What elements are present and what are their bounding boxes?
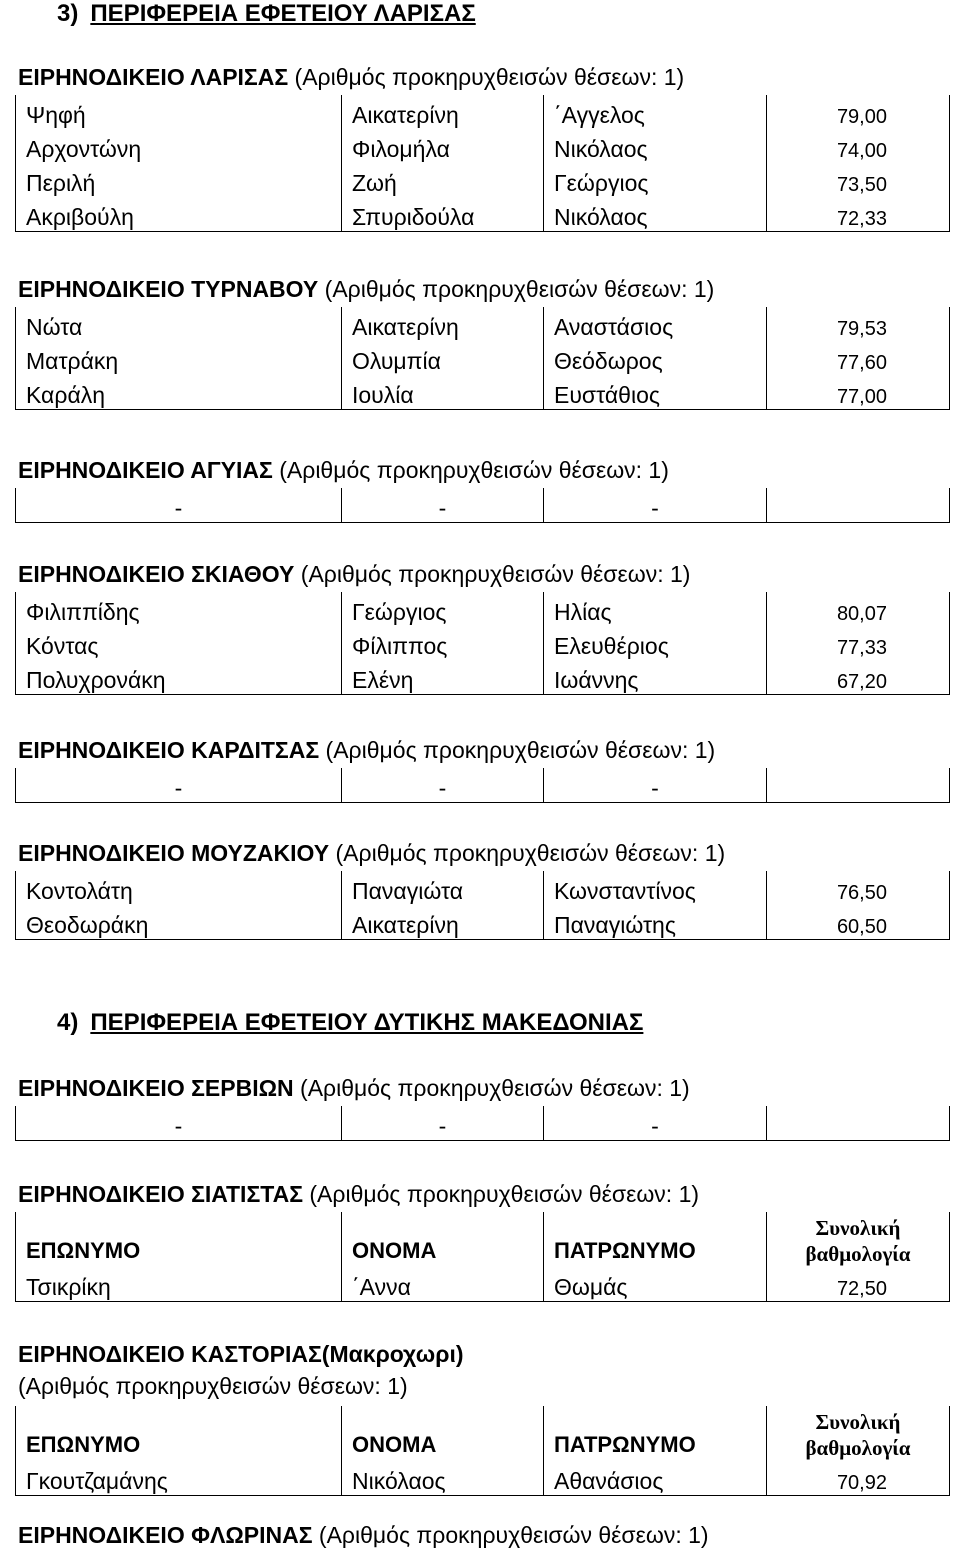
header-total-line2: βαθμολογία	[805, 1436, 911, 1460]
first-name-cell: ΄Αννα	[342, 1267, 544, 1302]
table-row	[16, 660, 950, 695]
surname-cell: Καράλη	[16, 375, 342, 410]
region-number: 4)	[57, 1009, 79, 1036]
score-cell: 72,50	[767, 1267, 950, 1302]
table-row	[16, 163, 950, 197]
court-heading	[15, 1521, 949, 1549]
first-name-cell: Ζωή	[342, 163, 544, 197]
table-row	[16, 592, 950, 626]
court-section	[15, 63, 949, 232]
court-positions: (Αριθμός προκηρυχθεισών θέσεων: 1)	[335, 840, 726, 866]
surname-cell: Νώτα	[16, 307, 342, 341]
court-positions: (Αριθμός προκηρυχθεισών θέσεων: 1)	[294, 64, 685, 90]
score-cell	[767, 488, 950, 523]
first-name-cell: -	[342, 488, 544, 523]
father-name-cell: -	[544, 488, 767, 523]
table-row	[16, 375, 950, 410]
first-name-cell: Φίλιππος	[342, 626, 544, 660]
header-cell: ΟΝΟΜΑ	[342, 1212, 544, 1267]
father-name-cell: Αναστάσιος	[544, 307, 767, 341]
surname-cell: -	[16, 768, 342, 803]
father-name-cell: -	[544, 1106, 767, 1141]
court-heading	[15, 1338, 949, 1402]
candidates-table	[15, 871, 950, 940]
table-row	[16, 768, 950, 803]
table-row	[16, 1267, 950, 1302]
first-name-cell: Γεώργιος	[342, 592, 544, 626]
surname-cell: Ακριβούλη	[16, 197, 342, 232]
table-row	[16, 1461, 950, 1496]
score-cell: 77,33	[767, 626, 950, 660]
father-name-cell: ΄Αγγελος	[544, 95, 767, 129]
first-name-cell: Ιουλία	[342, 375, 544, 410]
surname-cell: Κόντας	[16, 626, 342, 660]
first-name-cell: -	[342, 768, 544, 803]
first-name-cell: -	[342, 1106, 544, 1141]
court-name: ΕΙΡΗΝΟΔΙΚΕΙΟ ΚΑΣΤΟΡΙΑΣ(Μακροχωρι)	[18, 1341, 464, 1367]
court-heading	[15, 839, 949, 867]
court-section	[15, 456, 949, 523]
header-cell-total-score	[767, 1212, 950, 1267]
score-cell: 76,50	[767, 871, 950, 905]
candidates-table	[15, 488, 950, 523]
score-cell: 70,92	[767, 1461, 950, 1496]
candidates-table	[15, 1406, 950, 1496]
table-row	[16, 129, 950, 163]
court-positions: (Αριθμός προκηρυχθεισών θέσεων: 1)	[279, 457, 669, 483]
region-heading-dytiki-makedonia	[57, 1009, 643, 1037]
first-name-cell: Αικατερίνη	[342, 307, 544, 341]
score-cell: 79,53	[767, 307, 950, 341]
court-section	[15, 839, 949, 940]
court-positions: (Αριθμός προκηρυχθεισών θέσεων: 1)	[300, 1075, 690, 1101]
table-row	[16, 488, 950, 523]
candidates-table	[15, 307, 950, 410]
court-name: ΕΙΡΗΝΟΔΙΚΕΙΟ ΚΑΡΔΙΤΣΑΣ	[18, 737, 320, 763]
header-cell: ΟΝΟΜΑ	[342, 1406, 544, 1461]
father-name-cell: Ελευθέριος	[544, 626, 767, 660]
father-name-cell: Θεόδωρος	[544, 341, 767, 375]
first-name-cell: Νικόλαος	[342, 1461, 544, 1496]
header-cell-total-score	[767, 1406, 950, 1461]
father-name-cell: Αθανάσιος	[544, 1461, 767, 1496]
surname-cell: Αρχοντώνη	[16, 129, 342, 163]
table-row	[16, 1106, 950, 1141]
father-name-cell: Νικόλαος	[544, 197, 767, 232]
header-total-line2: βαθμολογία	[805, 1242, 911, 1266]
table-row	[16, 626, 950, 660]
court-section	[15, 560, 949, 695]
father-name-cell: Ιωάννης	[544, 660, 767, 695]
header-cell: ΕΠΩΝΥΜΟ	[16, 1212, 342, 1267]
court-heading	[15, 560, 949, 588]
table-row	[16, 95, 950, 129]
candidates-table	[15, 95, 950, 232]
region-title: ΠΕΡΙΦΕΡΕΙΑ ΕΦΕΤΕΙΟΥ ΔΥΤΙΚΗΣ ΜΑΚΕΔΟΝΙΑΣ	[90, 1009, 644, 1036]
court-heading	[15, 736, 949, 764]
score-cell: 77,60	[767, 341, 950, 375]
father-name-cell: Θωμάς	[544, 1267, 767, 1302]
header-cell: ΠΑΤΡΩΝΥΜΟ	[544, 1212, 767, 1267]
score-cell	[767, 1106, 950, 1141]
court-section	[15, 736, 949, 803]
surname-cell: Ματράκη	[16, 341, 342, 375]
court-name: ΕΙΡΗΝΟΔΙΚΕΙΟ ΣΙΑΤΙΣΤΑΣ	[18, 1181, 303, 1207]
score-cell	[767, 768, 950, 803]
court-heading	[15, 275, 949, 303]
table-row	[16, 905, 950, 940]
surname-cell: -	[16, 488, 342, 523]
score-cell: 77,00	[767, 375, 950, 410]
court-name: ΕΙΡΗΝΟΔΙΚΕΙΟ ΦΛΩΡΙΝΑΣ	[18, 1522, 313, 1548]
court-name: ΕΙΡΗΝΟΔΙΚΕΙΟ ΣΕΡΒΙΩΝ	[18, 1075, 294, 1101]
father-name-cell: Νικόλαος	[544, 129, 767, 163]
father-name-cell: Παναγιώτης	[544, 905, 767, 940]
region-title: ΠΕΡΙΦΕΡΕΙΑ ΕΦΕΤΕΙΟΥ ΛΑΡΙΣΑΣ	[90, 0, 476, 27]
surname-cell: Περιλή	[16, 163, 342, 197]
surname-cell: Κοντολάτη	[16, 871, 342, 905]
first-name-cell: Ολυμπία	[342, 341, 544, 375]
header-cell: ΠΑΤΡΩΝΥΜΟ	[544, 1406, 767, 1461]
table-row	[16, 197, 950, 232]
table-header-row	[16, 1212, 950, 1267]
court-name: ΕΙΡΗΝΟΔΙΚΕΙΟ ΑΓΥΙΑΣ	[18, 457, 273, 483]
first-name-cell: Αικατερίνη	[342, 95, 544, 129]
table-row	[16, 341, 950, 375]
first-name-cell: Ελένη	[342, 660, 544, 695]
first-name-cell: Παναγιώτα	[342, 871, 544, 905]
father-name-cell: -	[544, 768, 767, 803]
court-heading	[15, 63, 949, 91]
surname-cell: -	[16, 1106, 342, 1141]
father-name-cell: Ηλίας	[544, 592, 767, 626]
court-positions: (Αριθμός προκηρυχθεισών θέσεων: 1)	[300, 561, 691, 587]
court-heading	[15, 456, 949, 484]
court-section	[15, 1180, 949, 1302]
candidates-table	[15, 1106, 950, 1141]
court-positions: (Αριθμός προκηρυχθεισών θέσεων: 1)	[325, 737, 716, 763]
father-name-cell: Ευστάθιος	[544, 375, 767, 410]
court-name: ΕΙΡΗΝΟΔΙΚΕΙΟ ΜΟΥΖΑΚΙΟΥ	[18, 840, 330, 866]
candidates-table	[15, 1212, 950, 1302]
header-total-line1: Συνολική	[815, 1216, 901, 1240]
header-total-line1: Συνολική	[815, 1410, 901, 1434]
score-cell: 60,50	[767, 905, 950, 940]
court-heading	[15, 1074, 949, 1102]
table-row	[16, 307, 950, 341]
court-positions: (Αριθμός προκηρυχθεισών θέσεων: 1)	[318, 1522, 709, 1548]
score-cell: 74,00	[767, 129, 950, 163]
surname-cell: Ψηφή	[16, 95, 342, 129]
court-section	[15, 1521, 949, 1549]
score-cell: 79,00	[767, 95, 950, 129]
court-section	[15, 1074, 949, 1141]
court-name: ΕΙΡΗΝΟΔΙΚΕΙΟ ΛΑΡΙΣΑΣ	[18, 64, 289, 90]
court-section	[15, 275, 949, 410]
surname-cell: Τσικρίκη	[16, 1267, 342, 1302]
score-cell: 80,07	[767, 592, 950, 626]
first-name-cell: Σπυριδούλα	[342, 197, 544, 232]
score-cell: 73,50	[767, 163, 950, 197]
candidates-table	[15, 768, 950, 803]
court-name: ΕΙΡΗΝΟΔΙΚΕΙΟ ΤΥΡΝΑΒΟΥ	[18, 276, 319, 302]
candidates-table	[15, 592, 950, 695]
father-name-cell: Γεώργιος	[544, 163, 767, 197]
court-name: ΕΙΡΗΝΟΔΙΚΕΙΟ ΣΚΙΑΘΟΥ	[18, 561, 295, 587]
first-name-cell: Φιλομήλα	[342, 129, 544, 163]
surname-cell: Φιλιππίδης	[16, 592, 342, 626]
court-section	[15, 1338, 949, 1496]
table-row	[16, 871, 950, 905]
score-cell: 67,20	[767, 660, 950, 695]
court-positions: (Αριθμός προκηρυχθεισών θέσεων: 1)	[324, 276, 715, 302]
surname-cell: Θεοδωράκη	[16, 905, 342, 940]
header-cell: ΕΠΩΝΥΜΟ	[16, 1406, 342, 1461]
father-name-cell: Κωνσταντίνος	[544, 871, 767, 905]
surname-cell: Γκουτζαμάνης	[16, 1461, 342, 1496]
surname-cell: Πολυχρονάκη	[16, 660, 342, 695]
court-positions: (Αριθμός προκηρυχθεισών θέσεων: 1)	[18, 1373, 408, 1399]
court-heading	[15, 1180, 949, 1208]
table-header-row	[16, 1406, 950, 1461]
region-heading-larisa	[57, 0, 476, 28]
score-cell: 72,33	[767, 197, 950, 232]
first-name-cell: Αικατερίνη	[342, 905, 544, 940]
region-number: 3)	[57, 0, 79, 27]
court-positions: (Αριθμός προκηρυχθεισών θέσεων: 1)	[309, 1181, 700, 1207]
